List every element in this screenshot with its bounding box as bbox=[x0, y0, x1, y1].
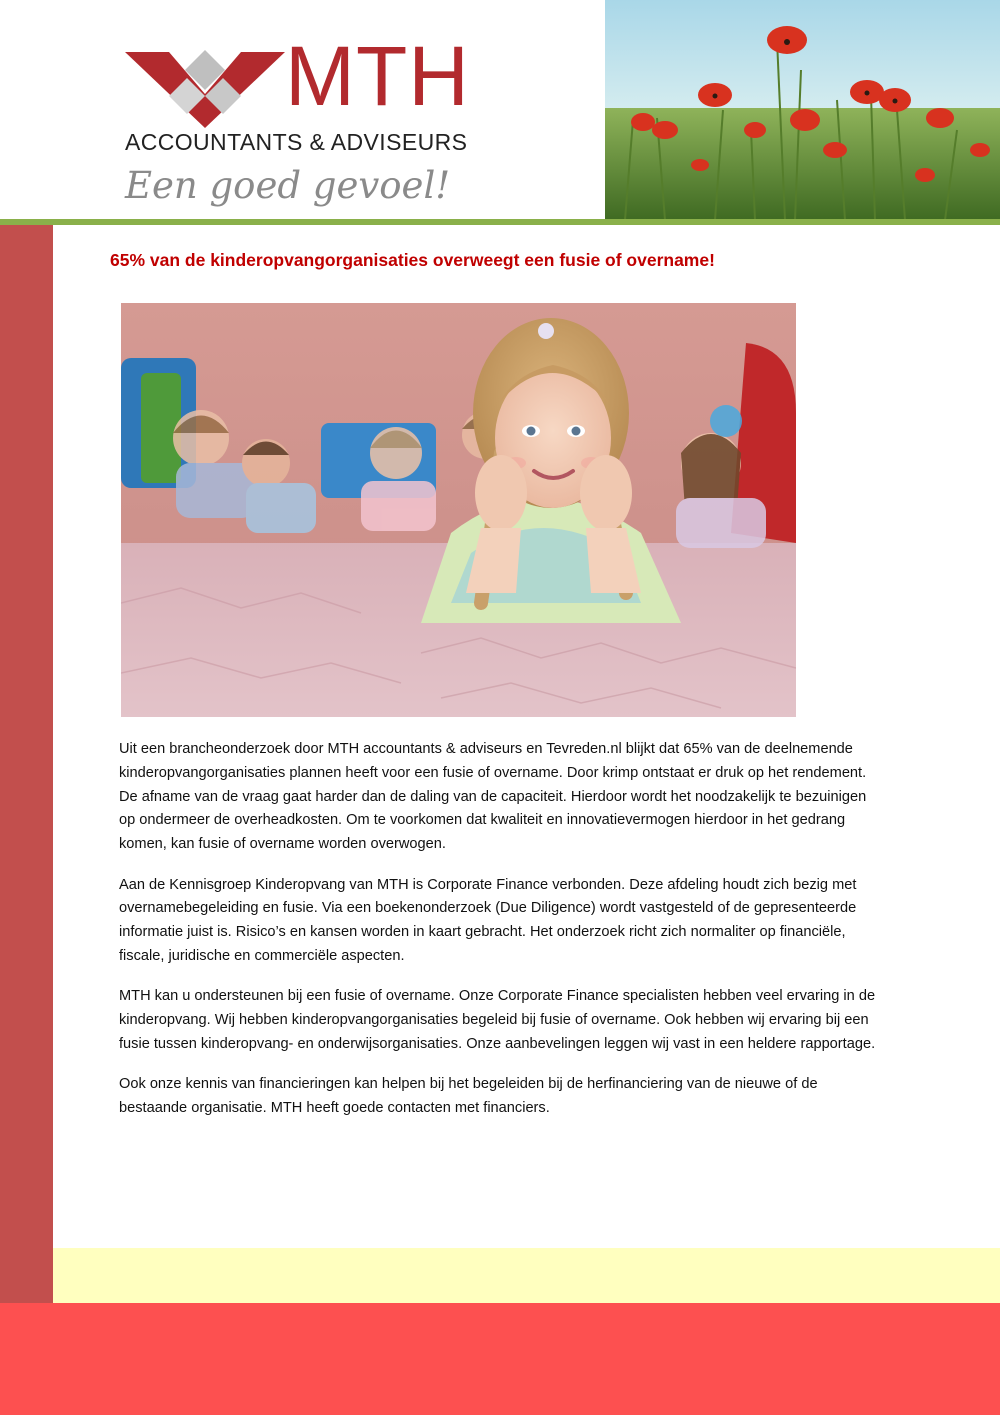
mth-logo bbox=[125, 29, 505, 220]
page-header bbox=[0, 0, 1000, 220]
poppies-photo bbox=[605, 0, 1000, 220]
logo-wordmark: MTH bbox=[285, 29, 470, 123]
footer-yellow-band bbox=[53, 1248, 1000, 1304]
header-divider bbox=[0, 219, 1000, 225]
logo-slogan: Een goed gevoel! bbox=[125, 164, 451, 207]
article-paragraph: MTH kan u ondersteunen bij een fusie of overname. Onze Corporate Finance specialisten hebben veel ervaring in de kinderopvang. Wij hebben kinderopvangorganisaties begeleid bij fusie of overname. Ook hebben wij ervaring bij een fusie tussen kinderopvang- en onderwijsorganisaties. Onze aanbevelingen leggen wij vast in een heldere rapportage. bbox=[119, 988, 876, 1052]
left-accent-bar bbox=[0, 225, 53, 1305]
logo-mark-icon bbox=[125, 48, 285, 128]
article-body bbox=[119, 738, 884, 1138]
article-paragraph: Aan de Kennisgroep Kinderopvang van MTH is Corporate Finance verbonden. Deze afdeling houdt zich bezig met overnamebegeleiding en fusie. Via een boekenonderzoek (Due Diligence) wordt vastgesteld of de gepresenteerde informatie juist is. Risico’s en kansen worden in kaart gebracht. Het onderzoek richt zich normaliter op financiële, fiscale, juridische en commerciële aspecten. bbox=[119, 876, 857, 964]
article-headline: 65% van de kinderopvangorganisaties overweegt een fusie of overname! bbox=[110, 250, 715, 270]
article-paragraph: Ook onze kennis van financieringen kan helpen bij het begeleiden bij de herfinanciering van de nieuwe of de bestaande organisatie. MTH heeft goede contacten met financiers. bbox=[119, 1076, 818, 1117]
children-photo bbox=[121, 303, 796, 717]
article-paragraph: Uit een brancheonderzoek door MTH accountants & adviseurs en Tevreden.nl blijkt dat 65% van de deelnemende kinderopvangorganisaties plannen heeft voor een fusie of overname. Door krimp ontstaat er druk op het rendement. De afname van de vraag gaat harder dan de daling van de capaciteit. Hierdoor wordt het noodzakelijk te bezuinigen op ondermeer de overheadkosten. Om te voorkomen dat kwaliteit en innovatievermogen hierdoor in het gedrang komen, kan fusie of overname worden overwogen. bbox=[119, 741, 867, 853]
logo-subtitle: ACCOUNTANTS & ADVISEURS bbox=[125, 129, 468, 155]
footer-red-band bbox=[0, 1303, 1000, 1415]
